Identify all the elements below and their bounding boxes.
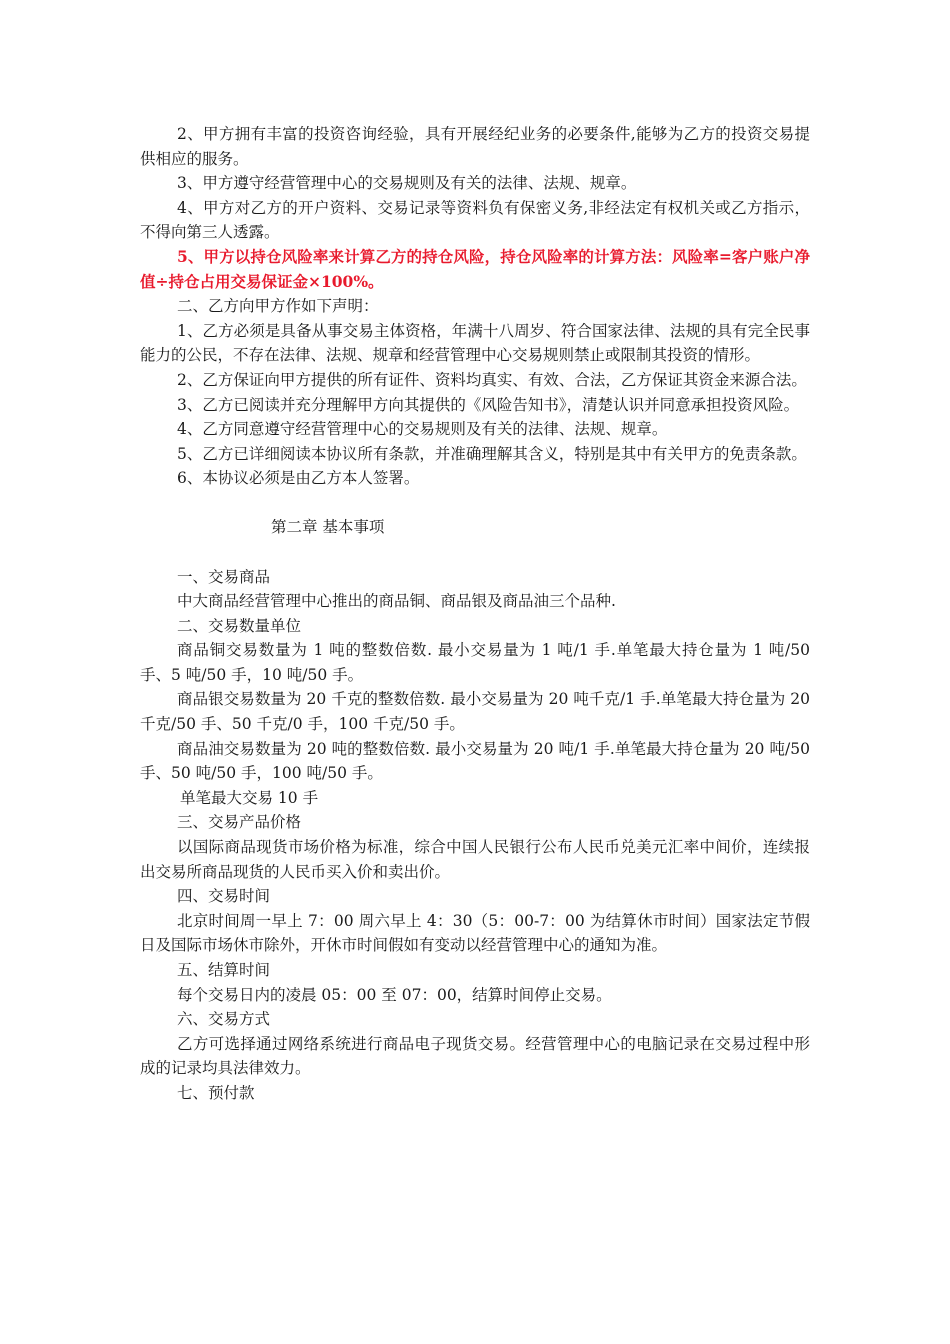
heading-trade-goods: 一、交易商品 xyxy=(177,567,271,586)
clause-b5: 5、乙方已详细阅读本协议所有条款，并准确理解其含义，特别是其中有关甲方的免责条款。 xyxy=(177,444,807,463)
clause-b2: 2、乙方保证向甲方提供的所有证件、资料均真实、有效、合法，乙方保证其资金来源合法。 xyxy=(177,370,807,389)
text-trade-time: 北京时间周一早上 7：00 周六早上 4：30（5：00-7：00 为结算休市时间）国家法定节假日及国际市场休市除外，开休市时间假如有变动以经营管理中心的通知为准。 xyxy=(140,911,810,955)
chapter-title: 第二章 基本事项 xyxy=(271,517,385,536)
text-settlement-time: 每个交易日内的凌晨 05：00 至 07：00，结算时间停止交易。 xyxy=(177,985,612,1004)
clause-b1: 1、乙方必须是具备从事交易主体资格，年满十八周岁、符合国家法律、法规的具有完全民事能力的公民，不存在法律、法规、规章和经营管理中心交易规则禁止或限制其投资的情形。 xyxy=(140,321,810,365)
clause-a3: 3、甲方遵守经营管理中心的交易规则及有关的法律、法规、规章。 xyxy=(177,174,637,193)
section-heading-b: 二、乙方向甲方作如下声明： xyxy=(177,297,379,316)
text-copper-quantity: 商品铜交易数量为 1 吨的整数倍数. 最小交易量为 1 吨/1 手.单笔最大持仓量为 1 吨/50 手、5 吨/50 手，10 吨/50 手。 xyxy=(140,641,810,684)
risk-rate-clause: 5、甲方以持仓风险率来计算乙方的持仓风险，持仓风险率的计算方法：风险率=客户账户净值÷持仓占用交易保证金×100%。 xyxy=(140,246,810,291)
text-single-max: 单笔最大交易 10 手 xyxy=(180,788,319,807)
text-price: 以国际商品现货市场价格为标准，综合中国人民银行公布人民币兑美元汇率中间价，连续报出交易所商品现货的人民币买入价和卖出价。 xyxy=(140,838,810,881)
heading-price: 三、交易产品价格 xyxy=(177,813,302,832)
clause-b6: 6、本协议必须是由乙方本人签署。 xyxy=(177,469,420,488)
text-oil-quantity: 商品油交易数量为 20 吨的整数倍数. 最小交易量为 20 吨/1 手.单笔最大持仓量为 20 吨/50 手、50 吨/50 手，100 吨/50 手。 xyxy=(140,739,810,783)
text-trade-goods: 中大商品经营管理中心推出的商品铜、商品银及商品油三个品种. xyxy=(177,592,616,611)
clause-a2: 2、甲方拥有丰富的投资咨询经验，具有开展经纪业务的必要条件,能够为乙方的投资交易提供相应的服务。 xyxy=(140,125,810,168)
text-silver-quantity: 商品银交易数量为 20 千克的整数倍数. 最小交易量为 20 吨千克/1 手.单笔最大持仓量为 20 千克/50 手、50 千克/0 手，100 千克/50 手。 xyxy=(140,690,810,734)
clause-a4: 4、甲方对乙方的开户资料、交易记录等资料负有保密义务,非经法定有权机关或乙方指示，不得向第三人透露。 xyxy=(140,198,810,242)
clause-b4: 4、乙方同意遵守经营管理中心的交易规则及有关的法律、法规、规章。 xyxy=(177,420,668,439)
heading-trade-method: 六、交易方式 xyxy=(177,1010,271,1029)
heading-trade-time: 四、交易时间 xyxy=(177,887,271,906)
clause-b3: 3、乙方已阅读并充分理解甲方向其提供的《风险告知书》，清楚认识并同意承担投资风险。 xyxy=(177,395,800,414)
heading-prepayment: 七、预付款 xyxy=(177,1083,255,1102)
text-trade-method: 乙方可选择通过网络系统进行商品电子现货交易。经营管理中心的电脑记录在交易过程中形成的记录均具法律效力。 xyxy=(140,1034,810,1078)
heading-settlement-time: 五、结算时间 xyxy=(177,961,271,979)
heading-quantity-unit: 二、交易数量单位 xyxy=(177,616,302,635)
